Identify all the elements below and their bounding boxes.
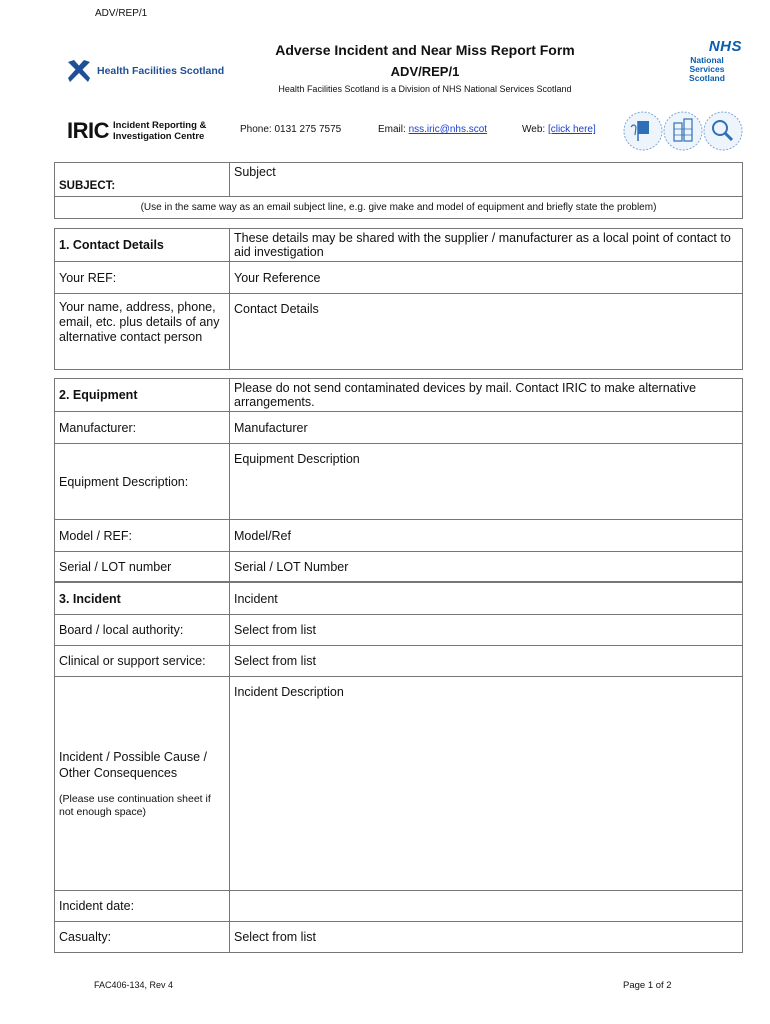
nhs-logo	[672, 38, 742, 83]
service-select[interactable]: Select from list	[230, 646, 743, 677]
division-statement: Health Facilities Scotland is a Division of NHS National Services Scotland	[278, 84, 572, 94]
incident-field[interactable]: Incident	[230, 583, 743, 615]
contact-details-field[interactable]: Contact Details	[230, 294, 743, 370]
manufacturer-label: Manufacturer:	[55, 412, 230, 444]
saltire-logo-icon	[66, 58, 92, 84]
manufacturer-field[interactable]: Manufacturer	[230, 412, 743, 444]
iric-line2: Investigation Centre	[113, 131, 205, 142]
email-contact	[378, 124, 487, 135]
iric-logo	[67, 118, 206, 144]
incident-date-field[interactable]	[230, 891, 743, 922]
nhs-logo-mark: NHS	[708, 38, 742, 55]
incident-table	[54, 582, 743, 953]
incident-description-cell	[55, 677, 230, 891]
phone-number: Phone: 0131 275 7575	[240, 124, 342, 135]
board-select[interactable]: Select from list	[230, 615, 743, 646]
nhs-logo-line3: Scotland	[689, 73, 725, 83]
web-label: Web:	[522, 124, 546, 135]
header-icons	[622, 109, 744, 153]
email-label: Email:	[378, 124, 406, 135]
search-icon	[704, 112, 742, 150]
equipment-header: 2. Equipment	[55, 379, 230, 412]
model-ref-field[interactable]: Model/Ref	[230, 520, 743, 552]
equipment-table	[54, 378, 743, 582]
form-title: Adverse Incident and Near Miss Report Form	[275, 42, 575, 58]
subject-field[interactable]: Subject	[230, 163, 743, 197]
serial-lot-label: Serial / LOT number	[55, 552, 230, 582]
email-link[interactable]: nss.iric@nhs.scot	[408, 124, 488, 135]
model-ref-label: Model / REF:	[55, 520, 230, 552]
iric-abbr: IRIC	[67, 118, 109, 143]
board-label: Board / local authority:	[55, 615, 230, 646]
service-label: Clinical or support service:	[55, 646, 230, 677]
contact-details-note: These details may be shared with the supplier / manufacturer as a local point of contact to aid investigation	[230, 229, 743, 262]
document-reference: ADV/REP/1	[95, 8, 148, 19]
hospital-icon	[664, 112, 702, 150]
equipment-note: Please do not send contaminated devices by mail. Contact IRIC to make alternative arrangements.	[230, 379, 743, 412]
page-number: Page 1 of 2	[623, 980, 672, 991]
casualty-label: Casualty:	[55, 922, 230, 953]
hfs-logo-text: Health Facilities Scotland	[97, 65, 225, 77]
casualty-select[interactable]: Select from list	[230, 922, 743, 953]
form-subtitle: ADV/REP/1	[390, 64, 460, 79]
contact-details-table	[54, 228, 743, 370]
form-code: FAC406-134, Rev 4	[94, 980, 174, 990]
serial-lot-field[interactable]: Serial / LOT Number	[230, 552, 743, 582]
equipment-description-label: Equipment Description:	[55, 444, 230, 520]
hfs-logo	[66, 55, 236, 87]
incident-description-note: (Please use continuation sheet if not enough space)	[59, 792, 211, 818]
iric-line1: Incident Reporting &	[113, 120, 207, 131]
subject-table	[54, 162, 743, 219]
your-ref-field[interactable]: Your Reference	[230, 262, 743, 294]
incident-description-field[interactable]: Incident Description	[230, 677, 743, 891]
nhs-logo-line2: Services	[689, 64, 725, 74]
subject-note: (Use in the same way as an email subject line, e.g. give make and model of equipment and briefly state the problem)	[55, 197, 743, 219]
incident-description-label: Incident / Possible Cause / Other Consequences	[59, 749, 207, 780]
subject-label: SUBJECT:	[55, 163, 230, 197]
incident-header: 3. Incident	[55, 583, 230, 615]
web-link[interactable]: [click here]	[547, 124, 596, 135]
contact-details-label: Your name, address, phone, email, etc. plus details of any alternative contact person	[55, 294, 230, 370]
contact-details-header: 1. Contact Details	[55, 229, 230, 262]
nhs-logo-line1: National	[690, 55, 724, 65]
your-ref-label: Your REF:	[55, 262, 230, 294]
web-contact	[522, 124, 596, 135]
report-icon	[624, 112, 662, 150]
incident-date-label: Incident date:	[55, 891, 230, 922]
equipment-description-field[interactable]: Equipment Description	[230, 444, 743, 520]
